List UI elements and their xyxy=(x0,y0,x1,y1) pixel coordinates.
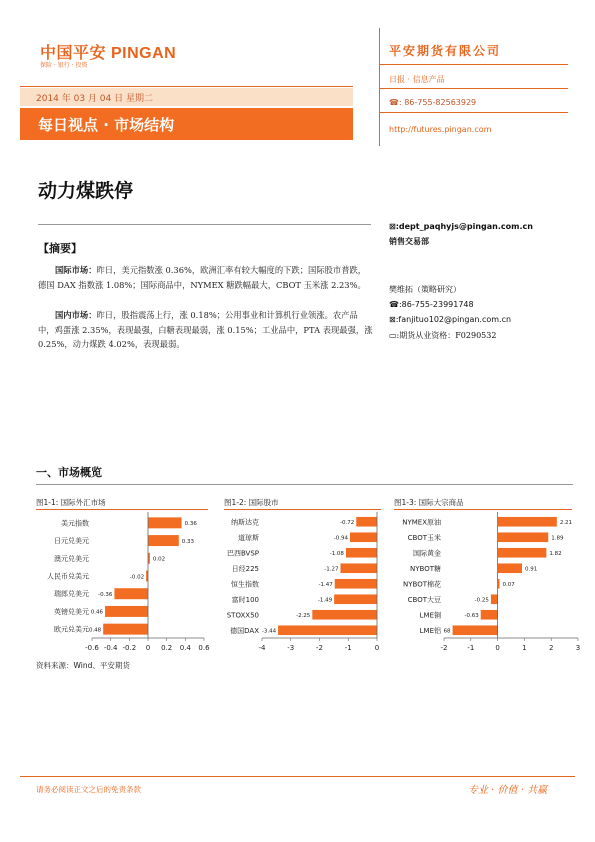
bar xyxy=(105,606,148,617)
data-label: -0.63 xyxy=(464,613,479,620)
bar xyxy=(312,610,377,620)
chart-2-title: 图1-2: 国际股市 xyxy=(224,498,279,507)
data-label: 0.33 xyxy=(181,538,195,545)
category-label: 纳斯达克 xyxy=(231,518,259,527)
bar xyxy=(148,517,182,528)
x-tick-label: -2 xyxy=(440,644,448,652)
bar xyxy=(334,594,377,604)
category-label: LME铜 xyxy=(419,611,441,620)
bar xyxy=(148,535,179,546)
data-label: -0.02 xyxy=(129,574,145,581)
x-tick-label: 0.2 xyxy=(161,644,173,652)
data-label: -3.44 xyxy=(261,628,277,635)
report-type: 日报 · 信息产品 xyxy=(389,75,445,84)
category-label: CBOT大豆 xyxy=(407,595,441,604)
section-heading: 一、市场概览 xyxy=(36,466,102,479)
category-label: 巴西BVSP xyxy=(226,549,259,558)
company-slogan: 专业 · 价值 · 共赢 xyxy=(468,785,548,796)
category-label: NYMEX原油 xyxy=(402,518,441,527)
x-tick-label: -0.4 xyxy=(103,644,118,652)
category-label: 欧元兑美元 xyxy=(54,625,89,634)
x-tick-label: -4 xyxy=(258,644,266,652)
data-label: 68 xyxy=(443,628,451,635)
data-label: -2.25 xyxy=(296,613,311,620)
x-tick-label: 0.6 xyxy=(198,644,210,652)
bar xyxy=(491,594,498,604)
domestic-market-label: 国内市场： xyxy=(55,310,97,320)
data-label: -0.94 xyxy=(333,535,348,542)
banner-title: 每日视点 · 市场结构 xyxy=(38,116,175,134)
data-label: 0.02 xyxy=(152,556,166,563)
analyst-license: ▭:期货从业资格：F0290532 xyxy=(389,331,497,340)
category-label: 道琼斯 xyxy=(238,533,259,542)
bar xyxy=(481,610,498,620)
chart-3-title: 图1-3: 国际大宗商品 xyxy=(394,498,464,507)
x-tick-label: 0 xyxy=(145,644,151,652)
data-label: 2.21 xyxy=(559,520,573,527)
dept-name: 销售交易部 xyxy=(389,237,429,246)
data-label: -1.49 xyxy=(317,597,333,604)
report-date: 2014 年 03 月 04 日 星期二 xyxy=(36,94,153,104)
category-label: CBOT玉米 xyxy=(407,533,441,542)
chart-1-title: 图1-1: 国际外汇市场 xyxy=(36,498,106,507)
data-label: 0.46 xyxy=(90,609,104,616)
domestic-market-text: 昨日，股指震荡上行，涨 0.18%；公用事业和计算机行业领涨。农产品中，鸡蛋涨 2.35%，表现最强，白糖表现最弱，涨 0.15%；工业品中，PTA 表现最强，涨 0.25%，动力煤跌 4.02%，表现最弱。 xyxy=(38,310,373,350)
bar xyxy=(340,563,377,573)
company-url[interactable]: http://futures.pingan.com xyxy=(389,125,492,134)
company-phone: ☎: 86-755-82563929 xyxy=(389,98,477,107)
bar xyxy=(335,579,377,589)
dept-email[interactable]: ⊠:dept_paqhyjs@pingan.com.cn xyxy=(389,222,533,231)
data-label: 0.48 xyxy=(88,627,102,634)
bar xyxy=(453,625,498,635)
page-title: 动力煤跌停 xyxy=(38,180,134,202)
category-label: 澳元兑美元 xyxy=(54,554,89,563)
category-label: 德国DAX xyxy=(230,626,259,635)
x-tick-label: 3 xyxy=(575,644,581,652)
company-name: 平安期货有限公司 xyxy=(389,44,502,58)
x-tick-label: -1 xyxy=(344,644,352,652)
category-label: 瑞郎兑美元 xyxy=(54,590,89,599)
x-tick-label: -1 xyxy=(467,644,475,652)
chart-forex xyxy=(47,512,210,652)
bar xyxy=(356,517,377,527)
data-label: 0.36 xyxy=(184,521,197,528)
summary-heading: 【摘要】 xyxy=(38,242,82,255)
analyst-phone: ☎:86-755-23991748 xyxy=(389,300,474,309)
intl-market-text: 昨日，美元指数涨 0.36%，欧洲汇率有较大幅度的下跌；国际股市普跌，德国 DAX 指数涨 1.08%；国际商品中，NYMEX 糖跌幅最大，CBOT 玉米涨 2.23%。 xyxy=(38,265,367,290)
category-label: LME铝 xyxy=(419,626,441,635)
category-label: 美元指数 xyxy=(61,519,89,528)
data-source: 资料来源：Wind、平安期货 xyxy=(36,661,130,670)
category-label: 日元兑美元 xyxy=(54,537,89,546)
category-label: 国际黄金 xyxy=(413,549,441,558)
data-label: -1.08 xyxy=(329,551,344,558)
x-tick-label: 0 xyxy=(495,644,500,652)
data-label: 0.91 xyxy=(524,566,538,573)
category-label: 英镑兑美元 xyxy=(54,607,89,616)
x-tick-label: 2 xyxy=(548,644,554,652)
data-label: -0.25 xyxy=(474,597,489,604)
data-label: -1.27 xyxy=(324,566,339,573)
bar xyxy=(350,532,377,542)
x-tick-label: 0.4 xyxy=(179,644,191,652)
data-label: -0.36 xyxy=(98,592,113,599)
analyst-name: 樊维拓（策略研究） xyxy=(389,285,461,294)
bar xyxy=(114,588,148,599)
category-label: STOXX50 xyxy=(226,611,259,620)
bar xyxy=(498,532,549,542)
category-label: NYBOT糖 xyxy=(410,564,441,573)
x-tick-label: -3 xyxy=(287,644,295,652)
bar xyxy=(498,517,557,527)
data-label: -1.47 xyxy=(318,582,333,589)
logo-tagline: 保险 · 银行 · 投资 xyxy=(40,62,88,69)
data-label: 0.07 xyxy=(502,582,515,589)
x-tick-label: 0 xyxy=(374,644,380,652)
analyst-email[interactable]: ⊠:fanjituo102@pingan.com.cn xyxy=(389,315,512,324)
x-tick-label: -2 xyxy=(316,644,323,652)
chart-stocks xyxy=(227,512,380,652)
company-logo: 中国平安 PINGAN xyxy=(40,45,177,62)
x-tick-label: -0.6 xyxy=(85,644,99,652)
bar xyxy=(346,548,377,558)
bar xyxy=(498,548,547,558)
intl-market-label: 国际市场： xyxy=(55,265,97,275)
data-label: 1.82 xyxy=(549,551,562,558)
data-label: 1.89 xyxy=(551,535,564,542)
x-tick-label: 1 xyxy=(522,644,527,652)
category-label: NYBOT棉花 xyxy=(403,580,441,589)
category-label: 日经225 xyxy=(231,564,259,573)
bar xyxy=(498,563,522,573)
bar xyxy=(278,625,377,635)
category-label: 恒生指数 xyxy=(231,580,259,589)
category-label: 富时100 xyxy=(231,595,259,604)
footer-divider xyxy=(20,776,575,777)
disclaimer-link[interactable]: 请务必阅读正文之后的免责条款 xyxy=(36,785,141,794)
data-label: -0.72 xyxy=(340,520,355,527)
chart-commodities xyxy=(402,512,580,652)
category-label: 人民币兑美元 xyxy=(47,572,89,581)
bar xyxy=(103,624,148,635)
x-tick-label: -0.2 xyxy=(122,644,137,652)
